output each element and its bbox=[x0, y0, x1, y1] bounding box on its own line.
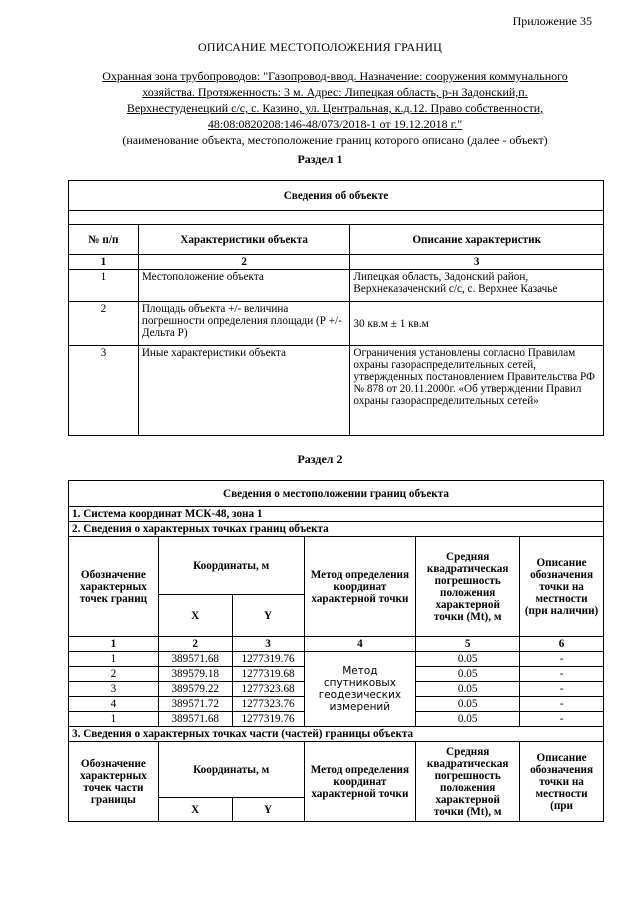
point-desc: - bbox=[520, 682, 604, 697]
colnum: 5 bbox=[416, 637, 520, 652]
point-y: 1277319.76 bbox=[232, 652, 304, 667]
point-y: 1277323.76 bbox=[232, 697, 304, 712]
section1-table bbox=[68, 180, 604, 436]
object-line: Верхнестуденецкий с/с, с. Казино, ул. Центральная, к.д.12. Право собственности, bbox=[126, 101, 544, 115]
header-y: Y bbox=[232, 595, 304, 637]
coordinate-system: 1. Система координат МСК-48, зона 1 bbox=[69, 507, 604, 522]
header-point-desc: Описание обозначения точки на местности (при наличии) bbox=[520, 537, 604, 637]
colnum: 1 bbox=[69, 255, 139, 270]
section1-heading: Сведения об объекте bbox=[69, 181, 604, 211]
point-y: 1277319.68 bbox=[232, 667, 304, 682]
section2-heading: Сведения о местоположении границ объекта bbox=[69, 481, 604, 507]
header-x: X bbox=[158, 595, 232, 637]
colnum: 2 bbox=[138, 255, 350, 270]
point-desc: - bbox=[520, 712, 604, 727]
table-row bbox=[69, 652, 604, 667]
method-cell: Метод спутниковых геодезических измерений bbox=[304, 652, 416, 727]
header-point: Обозначение характерных точек границ bbox=[69, 537, 159, 637]
point-id: 4 bbox=[69, 697, 159, 712]
point-mt: 0.05 bbox=[416, 697, 520, 712]
section2-table bbox=[68, 480, 604, 822]
row-num: 2 bbox=[69, 302, 139, 346]
point-mt: 0.05 bbox=[416, 667, 520, 682]
row-name: Площадь объекта +/- величина погрешности определения площади (Р +/- Дельта Р) bbox=[138, 302, 350, 346]
point-mt: 0.05 bbox=[416, 652, 520, 667]
point-x: 389571.72 bbox=[158, 697, 232, 712]
point-x: 389571.68 bbox=[158, 712, 232, 727]
point-x: 389579.22 bbox=[158, 682, 232, 697]
header3-coords: Координаты, м bbox=[158, 742, 304, 798]
header3-point-desc: Описание обозначения точки на местности (при bbox=[520, 742, 604, 822]
header3-accuracy: Средняя квадратическая погрешность положения характерной точки (Mt), м bbox=[416, 742, 520, 822]
point-mt: 0.05 bbox=[416, 682, 520, 697]
spacer-row bbox=[69, 211, 604, 225]
point-x: 389571.68 bbox=[158, 652, 232, 667]
appendix-number: Приложение 35 bbox=[512, 14, 592, 28]
object-line: 48:08:0820208:146-48/073/2018-1 от 19.12.2018 г." bbox=[207, 117, 463, 131]
header-method: Метод определения координат характерной точки bbox=[304, 537, 416, 637]
object-line: хозяйства. Протяженность: 3 м. Адрес: Липецкая область, р-н Задонский,п. bbox=[142, 85, 528, 99]
colnum: 3 bbox=[350, 255, 604, 270]
subsection-3: 3. Сведения о характерных точках части (частей) границы объекта bbox=[69, 727, 604, 742]
header3-x: X bbox=[158, 798, 232, 822]
colnum: 4 bbox=[304, 637, 416, 652]
section2-label: Раздел 2 bbox=[297, 452, 343, 466]
point-desc: - bbox=[520, 697, 604, 712]
header3-y: Y bbox=[232, 798, 304, 822]
header3-method: Метод определения координат характерной точки bbox=[304, 742, 416, 822]
point-y: 1277323.68 bbox=[232, 682, 304, 697]
row-name: Местоположение объекта bbox=[138, 270, 350, 302]
row-num: 3 bbox=[69, 346, 139, 436]
header3-point: Обозначение характерных точек части границы bbox=[69, 742, 159, 822]
header-coords: Координаты, м bbox=[158, 537, 304, 595]
point-desc: - bbox=[520, 667, 604, 682]
header-description: Описание характеристик bbox=[350, 225, 604, 255]
colnum: 6 bbox=[520, 637, 604, 652]
point-id: 2 bbox=[69, 667, 159, 682]
row-value: Липецкая область, Задонский район, Верхнеказаченский с/с, с. Верхнее Казачье bbox=[350, 270, 604, 302]
point-id: 3 bbox=[69, 682, 159, 697]
colnum: 1 bbox=[69, 637, 159, 652]
object-line: Охранная зона трубопроводов: "Газопровод-ввод. Назначение: сооружения коммунального bbox=[102, 69, 568, 83]
row-num: 1 bbox=[69, 270, 139, 302]
object-caption: (наименование объекта, местоположение границ которого описано (далее - объект) bbox=[122, 133, 548, 147]
point-desc: - bbox=[520, 652, 604, 667]
row-value: 30 кв.м ± 1 кв.м bbox=[350, 302, 604, 346]
section1-label: Раздел 1 bbox=[297, 152, 343, 166]
point-x: 389579.18 bbox=[158, 667, 232, 682]
page-title: ОПИСАНИЕ МЕСТОПОЛОЖЕНИЯ ГРАНИЦ bbox=[198, 40, 442, 54]
subsection-2: 2. Сведения о характерных точках границ объекта bbox=[69, 522, 604, 537]
point-mt: 0.05 bbox=[416, 712, 520, 727]
point-id: 1 bbox=[69, 712, 159, 727]
row-name: Иные характеристики объекта bbox=[138, 346, 350, 436]
point-y: 1277319.76 bbox=[232, 712, 304, 727]
row-value: Ограничения установлены согласно Правилам охраны газораспределительных сетей, утвержденных постановлением Правительства РФ № 878 от 20.11.2000г. «Об утверждении Правил охраны газораспределительных сетей» bbox=[350, 346, 604, 436]
header-num: № п/п bbox=[69, 225, 139, 255]
point-id: 1 bbox=[69, 652, 159, 667]
colnum: 3 bbox=[232, 637, 304, 652]
header-accuracy: Средняя квадратическая погрешность положения характерной точки (Mt), м bbox=[416, 537, 520, 637]
colnum: 2 bbox=[158, 637, 232, 652]
header-characteristic: Характеристики объекта bbox=[138, 225, 350, 255]
object-description bbox=[70, 68, 600, 148]
